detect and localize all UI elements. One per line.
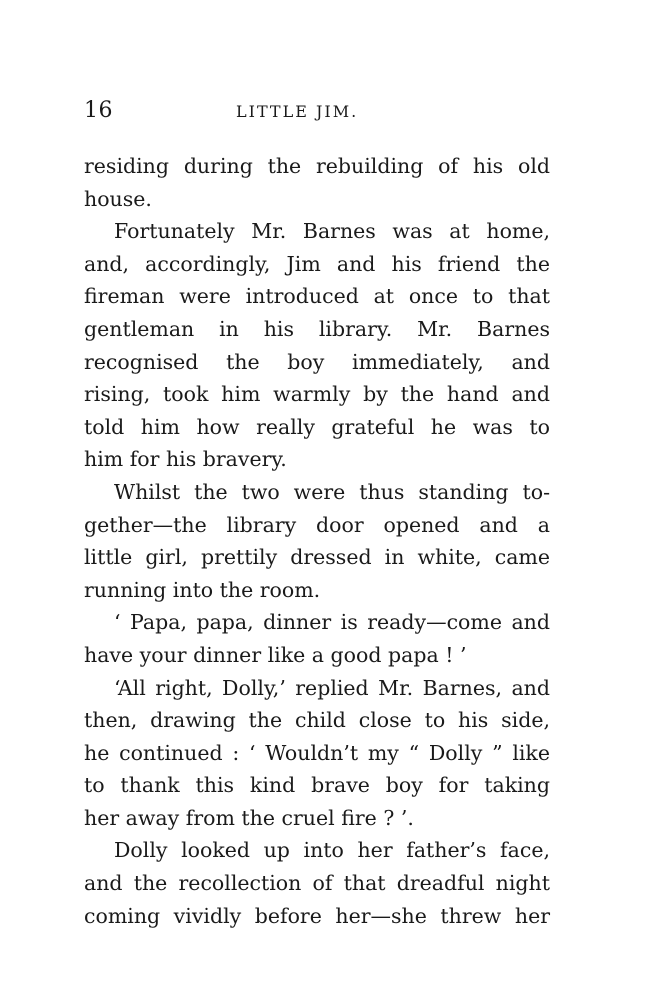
body-text — [84, 150, 550, 932]
text-line: ‘All right, Dolly,’ replied Mr. Barnes, and — [114, 675, 550, 700]
text-line: recognised the boy immediately, and — [84, 349, 550, 374]
text-line: and the recollection of that dreadful night — [84, 871, 550, 896]
text-line: he continued : ‘ Wouldn’t my “ Dolly ” like — [84, 740, 550, 765]
text-line: rising, took him warmly by the hand and — [84, 382, 550, 407]
page-number: 16 — [84, 98, 113, 123]
text-line: to thank this kind brave boy for taking — [84, 773, 550, 798]
text-line: gentleman in his library. Mr. Barnes — [84, 316, 550, 341]
text-line: little girl, prettily dressed in white, came — [84, 545, 550, 570]
text-line: Whilst the two were thus standing to- — [114, 479, 550, 504]
text-line: gether—the library door opened and a — [84, 512, 550, 537]
text-line: told him how really grateful he was to — [84, 414, 550, 439]
running-title: LITTLE JIM. — [236, 102, 359, 121]
text-line: residing during the rebuilding of his old — [84, 154, 550, 178]
text-line: and, accordingly, Jim and his friend the — [84, 251, 550, 276]
text-line: him for his bravery. — [84, 447, 287, 472]
text-line: running into the room. — [84, 577, 321, 602]
text-line: Dolly looked up into her father’s face, — [114, 838, 550, 863]
text-line: coming vividly before her—she threw her — [84, 903, 550, 928]
text-line: house. — [84, 186, 152, 211]
text-line: have your dinner like a good papa ! ’ — [84, 642, 467, 667]
text-line: ‘ Papa, papa, dinner is ready—come and — [114, 610, 550, 635]
text-line: then, drawing the child close to his side, — [84, 708, 550, 733]
page-header — [84, 98, 554, 132]
text-line: Fortunately Mr. Barnes was at home, — [114, 219, 550, 244]
text-line: fireman were introduced at once to that — [84, 284, 550, 309]
text-line: her away from the cruel fire ? ’. — [84, 805, 414, 830]
